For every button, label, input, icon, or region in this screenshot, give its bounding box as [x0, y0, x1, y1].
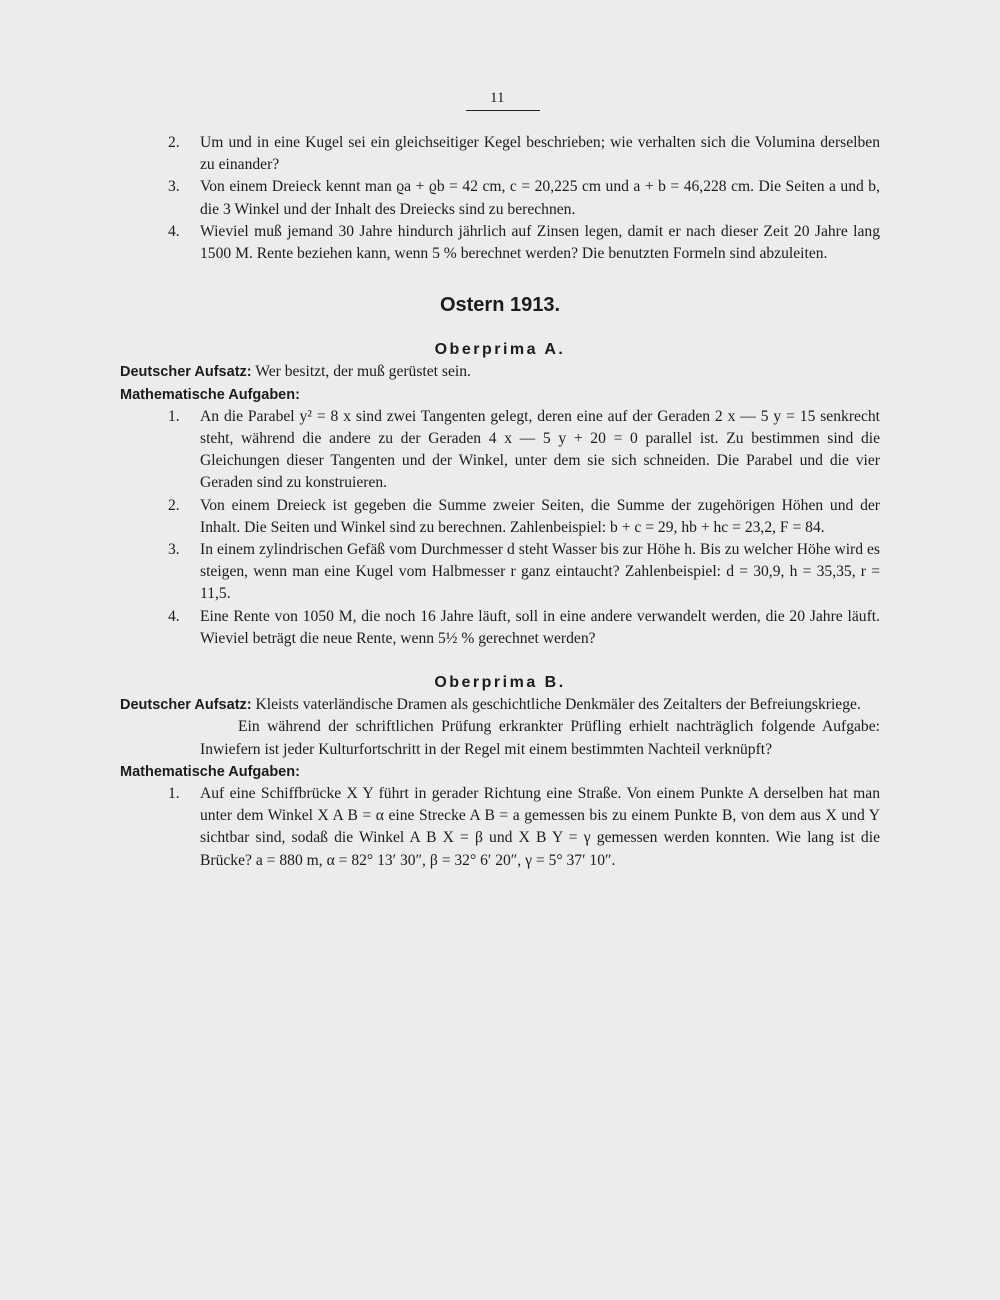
- math-label: Mathematische Aufgaben:: [120, 386, 300, 403]
- math-task-list-a: [120, 406, 880, 650]
- list-item: [120, 495, 880, 539]
- item-text: Eine Rente von 1050 M, die noch 16 Jahre läuft, soll in eine andere verwandelt werden, die 20 Jahre läuft. Wieviel beträgt die neue Rente, wenn 5½ % gerechnet werden?: [200, 607, 880, 647]
- math-heading-b: [120, 761, 880, 783]
- item-text: Von einem Dreieck ist gegeben die Summe zweier Seiten, die Summe der zugehörigen Höhen und der Inhalt. Die Seiten und Winkel sind zu berechnen. Zahlenbeispiel: b + c = 29, hb + hc = 23,2, F = 84.: [200, 496, 880, 536]
- item-number: 4.: [168, 222, 180, 240]
- page-number-rule: [466, 110, 540, 111]
- subsection-title-a: Oberprima A.: [434, 341, 566, 359]
- item-number: 1.: [168, 785, 180, 803]
- list-item: [120, 132, 880, 176]
- note-paragraph: Ein während der schriftlichen Prüfung erkrankter Prüfling erhielt nachträglich folgende Aufgabe: Inwiefern ist jeder Kulturfortschritt in der Regel mit einem bestimmten Nachteil verknüpft?: [200, 718, 880, 758]
- math-task-list-b: [120, 783, 880, 872]
- item-text: Um und in eine Kugel sei ein gleichseitiger Kegel beschrieben; wie verhalten sich die Volumina derselben zu einander?: [200, 134, 880, 174]
- intro-task-list: [120, 132, 880, 265]
- list-item: [120, 406, 880, 495]
- page-content: [120, 132, 880, 872]
- essay-text: Wer besitzt, der muß gerüstet sein.: [255, 363, 471, 381]
- list-item: [120, 606, 880, 650]
- item-text: Wieviel muß jemand 30 Jahre hindurch jährlich auf Zinsen legen, damit er nach dieser Zeit 20 Jahre lang 1500 M. Rente beziehen kann, wenn 5 % berechnet werden? Die benutzten Formeln sind abzuleiten.: [200, 222, 880, 263]
- item-number: 4.: [168, 607, 180, 625]
- list-item: [120, 783, 880, 872]
- essay-label: Deutscher Aufsatz:: [120, 364, 252, 381]
- item-number: 1.: [168, 407, 180, 425]
- math-heading-a: [120, 384, 880, 406]
- item-text: Auf eine Schiffbrücke X Y führt in gerader Richtung eine Straße. Von einem Punkte A derselben hat man unter dem Winkel X A B = α eine Strecke A B = a gemessen bis zu einem Punkte B, von dem aus X und Y sichtbar sind, sodaß die Winkel A B X = β und X B Y = γ gemessen werden konnten. Wie lang ist die Brücke? a = 880 m, α = 82° 13′ 30″, β = 32° 6′ 20″, γ = 5° 37′ 10″.: [200, 785, 880, 869]
- subsection-title-b: Oberprima B.: [434, 674, 566, 692]
- item-number: 2.: [168, 496, 180, 514]
- essay-line-b: [120, 694, 880, 716]
- list-item: [120, 221, 880, 265]
- list-item: [120, 176, 880, 220]
- item-number: 3.: [168, 178, 180, 196]
- essay-line-a: [120, 361, 880, 383]
- item-number: 2.: [168, 134, 180, 151]
- page-number: 11: [490, 90, 505, 106]
- essay-text: Kleists vaterländische Dramen als geschichtliche Denkmäler des Zeitalters der Befreiungskriege.: [255, 696, 861, 714]
- list-item: [120, 539, 880, 606]
- math-label: Mathematische Aufgaben:: [120, 763, 300, 780]
- item-text: In einem zylindrischen Gefäß vom Durchmesser d steht Wasser bis zur Höhe h. Bis zu welcher Höhe wird es steigen, wenn man eine Kugel vom Halbmesser r ganz eintaucht? Zahlenbeispiel: d = 30,9, h = 35,35, r = 11,5.: [200, 541, 880, 603]
- section-title: Ostern 1913.: [439, 294, 561, 317]
- item-number: 3.: [168, 541, 180, 559]
- item-text: Von einem Dreieck kennt man ϱa + ϱb = 42 cm, c = 20,225 cm und a + b = 46,228 cm. Die Seiten a und b, die 3 Winkel und der Inhalt des Dreiecks sind zu berechnen.: [200, 178, 880, 218]
- item-text: An die Parabel y² = 8 x sind zwei Tangenten gelegt, deren eine auf der Geraden 2 x — 5 y = 15 senkrecht steht, während die andere zu der Geraden 4 x — 5 y + 20 = 0 parallel ist. Zu bestimmen sind die Gleichungen dieser Tangenten und der Winkel, unter dem sie sich schneiden. Die Parabel und die vier Geraden sind zu konstruieren.: [200, 407, 880, 492]
- essay-label: Deutscher Aufsatz:: [120, 697, 252, 714]
